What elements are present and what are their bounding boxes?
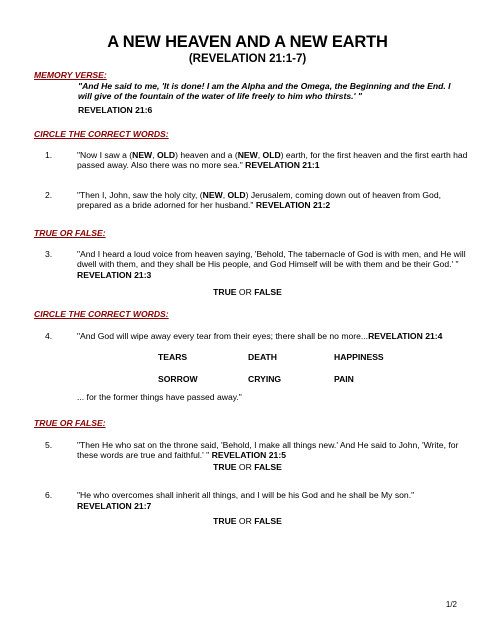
q4-word-crying[interactable]: CRYING <box>248 374 282 384</box>
q1-ref: REVELATION 21:1 <box>245 160 320 171</box>
q6-true-false: TRUE OR FALSE <box>213 516 282 526</box>
q1-choice-old-2[interactable]: OLD <box>262 150 281 160</box>
q2-choice-new[interactable]: NEW <box>202 190 223 200</box>
q2-choice-old[interactable]: OLD <box>227 190 246 200</box>
q5-true-option[interactable]: TRUE <box>213 462 237 472</box>
circle-heading-1: CIRCLE THE CORRECT WORDS: <box>34 129 169 139</box>
memory-verse-ref: REVELATION 21:6 <box>78 105 153 115</box>
q4-number: 4. <box>45 331 53 341</box>
q5-false-option[interactable]: FALSE <box>254 462 282 472</box>
q1-choice-old-1[interactable]: OLD <box>156 150 176 160</box>
q4-word-tears[interactable]: TEARS <box>158 352 188 362</box>
q6-number: 6. <box>45 490 53 500</box>
q5-text: "Then He who sat on the throne said, 'Behold, I make all things new.' And He said to John, 'Write, for these words are true and faithful.' " REVELATION 21:5 <box>77 440 459 461</box>
q3-true-false: TRUE OR FALSE <box>213 287 282 297</box>
circle-heading-2: CIRCLE THE CORRECT WORDS: <box>34 309 169 319</box>
q1-choice-new-2[interactable]: NEW <box>237 150 258 160</box>
q4-word-death[interactable]: DEATH <box>248 352 277 362</box>
q5-true-false: TRUE OR FALSE <box>213 462 282 472</box>
q3-ref: REVELATION 21:3 <box>77 269 152 280</box>
q3-number: 3. <box>45 249 53 259</box>
q2-ref: REVELATION 21:2 <box>255 200 331 211</box>
page-number: 1/2 <box>445 600 457 609</box>
q4-word-sorrow[interactable]: SORROW <box>158 374 198 384</box>
q4-ref: REVELATION 21:4 <box>368 331 443 341</box>
true-false-heading-1: TRUE OR FALSE: <box>34 228 106 238</box>
q1-number: 1. <box>45 150 53 160</box>
q2-number: 2. <box>45 190 53 200</box>
q5-number: 5. <box>45 440 53 450</box>
q3-text: "And I heard a loud voice from heaven saying, 'Behold, The tabernacle of God is with men, and He will dwell with them, and they shall be His people, and God Himself will be with them and be their God.' " REVELATION 21:3 <box>77 249 466 280</box>
memory-verse-heading: MEMORY VERSE: <box>34 70 107 80</box>
q4-word-pain[interactable]: PAIN <box>334 374 354 384</box>
q4-word-happiness[interactable]: HAPPINESS <box>334 352 384 362</box>
q1-text: "Now I saw a (NEW, OLD) heaven and a (NEW, OLD) earth, for the first heaven and the first earth had passed away. Also there was no more sea." REVELATION 21:1 <box>77 150 468 171</box>
q6-text: "He who overcomes shall inherit all things, and I will be his God and he shall be My son." <box>77 490 415 500</box>
page-subtitle: (REVELATION 21:1-7) <box>188 53 307 65</box>
q5-ref: REVELATION 21:5 <box>211 450 286 461</box>
q4-text: "And God will wipe away every tear from their eyes; there shall be no more...REVELATION 21:4 <box>77 331 443 341</box>
q3-true-option[interactable]: TRUE <box>213 287 237 297</box>
q6-ref: REVELATION 21:7 <box>77 501 152 511</box>
q4-ending: ... for the former things have passed away." <box>77 392 242 402</box>
true-false-heading-2: TRUE OR FALSE: <box>34 418 106 428</box>
page-title: A NEW HEAVEN AND A NEW EARTH <box>107 33 388 51</box>
q1-choice-new-1[interactable]: NEW <box>132 150 153 160</box>
memory-verse-text: "And He said to me, 'It is done! I am the Alpha and the Omega, the Beginning and the End. I will give of the fountain of the water of life freely to him who thirsts.' " <box>78 81 451 102</box>
q2-text: "Then I, John, saw the holy city, (NEW, OLD) Jerusalem, coming down out of heaven from God, prepared as a bride adorned for her husband." REVELATION 21:2 <box>77 190 442 211</box>
q3-false-option[interactable]: FALSE <box>254 287 282 297</box>
q6-false-option[interactable]: FALSE <box>254 516 282 526</box>
q6-true-option[interactable]: TRUE <box>213 516 237 526</box>
